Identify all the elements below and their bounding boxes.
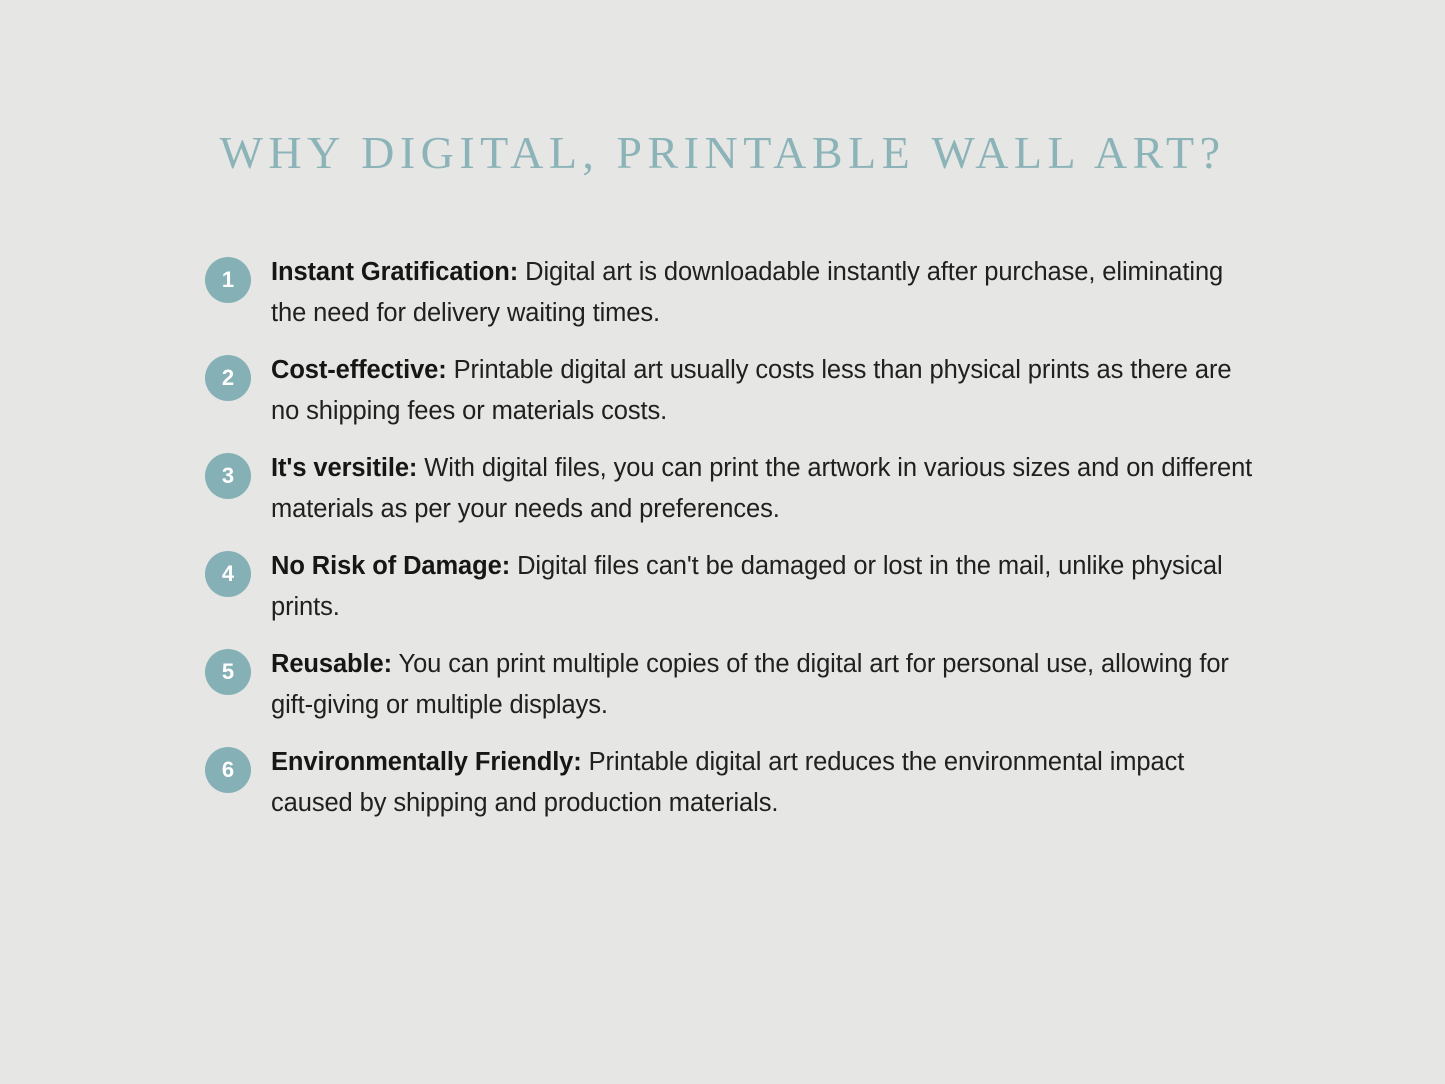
- list-item: [205, 742, 1265, 824]
- list-item-number-badge: 6: [205, 747, 251, 793]
- list-item-number-badge: 4: [205, 551, 251, 597]
- list-item-body: With digital files, you can print the artwork in various sizes and on different materials as per your needs and preferences.: [271, 454, 1253, 523]
- list-item-body: You can print multiple copies of the digital art for personal use, allowing for gift-giving or multiple displays.: [271, 650, 1229, 719]
- list-item-text: [271, 644, 1265, 726]
- list-item-body: Printable digital art usually costs less than physical prints as there are no shipping fees or materials costs.: [271, 356, 1232, 425]
- list-item: [205, 546, 1265, 628]
- list-item-body: Digital files can't be damaged or lost in the mail, unlike physical prints.: [271, 552, 1223, 621]
- list-item: [205, 350, 1265, 432]
- list-item-text: [271, 546, 1265, 628]
- list-item-body: Printable digital art reduces the environmental impact caused by shipping and production materials.: [271, 748, 1185, 817]
- page-title: WHY DIGITAL, PRINTABLE WALL ART?: [219, 127, 1226, 178]
- list-item-text: [271, 742, 1265, 824]
- list-item-number-badge: 5: [205, 649, 251, 695]
- list-item-lead: Reusable:: [271, 650, 392, 678]
- list-item-number-badge: 2: [205, 355, 251, 401]
- list-item-text: [271, 252, 1265, 334]
- list-item: [205, 448, 1265, 530]
- list-item-lead: Environmentally Friendly:: [271, 748, 582, 776]
- list-item-lead: No Risk of Damage:: [271, 552, 511, 580]
- list-item-text: [271, 448, 1265, 530]
- list-item-lead: It's versitile:: [271, 454, 418, 482]
- list-item-body: Digital art is downloadable instantly after purchase, eliminating the need for delivery waiting times.: [271, 258, 1224, 327]
- list-item-lead: Instant Gratification:: [271, 258, 519, 286]
- list-item: [205, 252, 1265, 334]
- list-item: [205, 644, 1265, 726]
- list-item-number-badge: 3: [205, 453, 251, 499]
- list-item-number-badge: 1: [205, 257, 251, 303]
- benefits-list: [205, 252, 1265, 840]
- list-item-text: [271, 350, 1265, 432]
- list-item-lead: Cost-effective:: [271, 356, 447, 384]
